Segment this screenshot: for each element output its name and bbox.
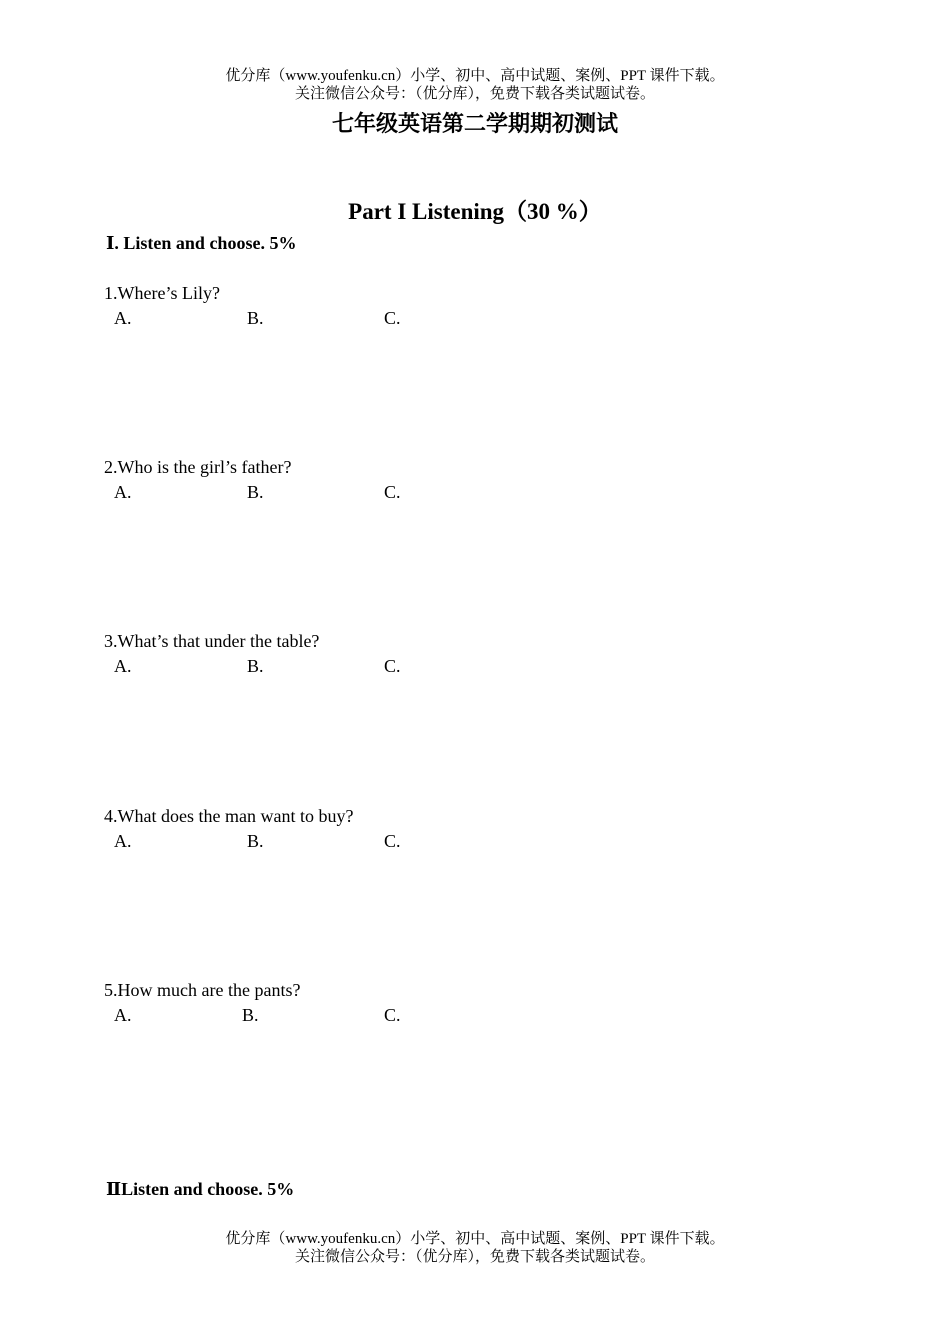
question-5-option-a: A.	[114, 1005, 132, 1025]
question-3-option-a: A.	[114, 656, 132, 676]
question-4-option-b: B.	[247, 831, 264, 851]
footer-line-2: 关注微信公众号：（优分库），免费下载各类试题试卷。	[294, 1249, 655, 1265]
header-line-2: 关注微信公众号：（优分库），免费下载各类试题试卷。	[294, 86, 655, 102]
section-2-heading: ⅡListen and choose. 5%	[106, 1179, 295, 1199]
question-1-option-b: B.	[247, 308, 264, 328]
page-title: 七年级英语第二学期期初测试	[331, 111, 618, 136]
question-4-option-c: C.	[384, 831, 401, 851]
question-4-option-a: A.	[114, 831, 132, 851]
question-4: 4.What does the man want to buy?	[104, 806, 354, 826]
section-1-heading: Ⅰ. Listen and choose. 5%	[106, 233, 297, 253]
question-5-option-c: C.	[384, 1005, 401, 1025]
header-line-1: 优分库（www.youfenku.cn）小学、初中、高中试题、案例、PPT 课件下载。	[225, 68, 725, 84]
question-2: 2.Who is the girl’s father?	[104, 457, 292, 477]
question-3-option-b: B.	[247, 656, 264, 676]
question-5-option-b: B.	[242, 1005, 259, 1025]
question-5: 5.How much are the pants?	[104, 980, 301, 1000]
question-2-option-b: B.	[247, 482, 264, 502]
question-2-option-c: C.	[384, 482, 401, 502]
question-2-option-a: A.	[114, 482, 132, 502]
question-3: 3.What’s that under the table?	[104, 631, 320, 651]
question-1-option-a: A.	[114, 308, 132, 328]
question-1: 1.Where’s Lily?	[104, 283, 220, 303]
footer-line-1: 优分库（www.youfenku.cn）小学、初中、高中试题、案例、PPT 课件下载。	[225, 1231, 725, 1247]
part-heading: Part I Listening（30 %）	[348, 199, 602, 224]
question-1-option-c: C.	[384, 308, 401, 328]
question-3-option-c: C.	[384, 656, 401, 676]
